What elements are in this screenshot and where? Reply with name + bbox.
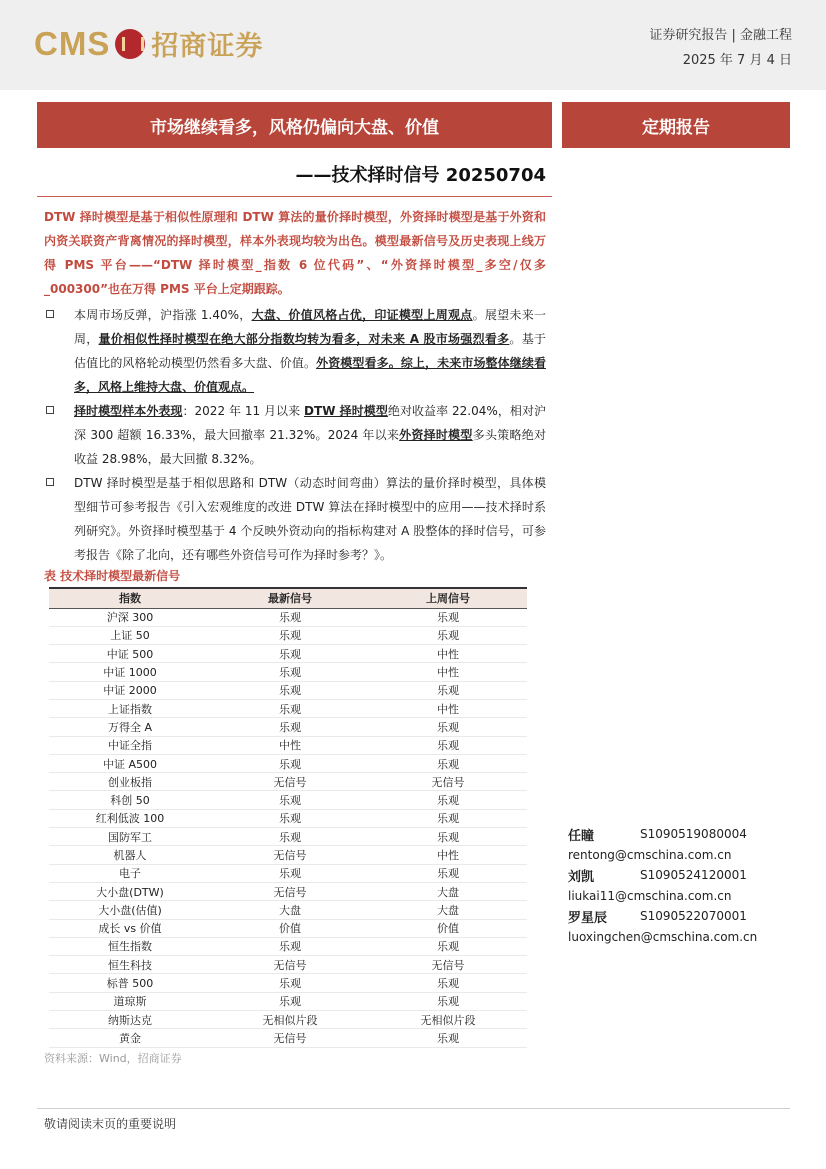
report-type-tag: 定期报告	[562, 102, 790, 148]
index-cell: 黄金	[49, 1029, 211, 1047]
latest-cell: 乐观	[211, 791, 369, 809]
prev-cell: 乐观	[369, 937, 527, 955]
bullet-highlight: 外资择时模型	[399, 428, 473, 442]
index-cell: 国防军工	[49, 828, 211, 846]
bullet-market-view	[44, 303, 546, 399]
bullet-text: 。展望未来一周，	[74, 308, 546, 346]
table-row	[49, 919, 527, 937]
table-row	[49, 864, 527, 882]
bullet-highlight: 大盘、价值风格占优，印证模型上周观点	[251, 308, 473, 322]
latest-cell: 乐观	[211, 992, 369, 1010]
prev-cell: 乐观	[369, 864, 527, 882]
latest-cell: 无相似片段	[211, 1011, 369, 1029]
report-subtitle: ——技术择时信号 20250704	[295, 165, 546, 186]
table-row	[49, 773, 527, 791]
index-cell: 红利低波 100	[49, 809, 211, 827]
title-divider	[37, 196, 552, 197]
index-cell: 万得全 A	[49, 718, 211, 736]
index-cell: 上证 50	[49, 626, 211, 644]
index-cell: 科创 50	[49, 791, 211, 809]
bullet-square-icon	[46, 478, 54, 486]
report-category: 证券研究报告 | 金融工程	[649, 28, 792, 43]
table-row	[49, 846, 527, 864]
table-row	[49, 882, 527, 900]
key-points-list	[44, 303, 546, 567]
latest-cell: 中性	[211, 736, 369, 754]
analyst-license: S1090522070001	[640, 909, 747, 924]
bullet-text: 绝对收益率 22.04%，相对沪深 300 超额 16.33%，最大回撤率 21.32%。2024 年以来	[74, 404, 546, 442]
prev-cell: 无相似片段	[369, 1011, 527, 1029]
report-date: 2025 年 7 月 4 日	[682, 53, 792, 68]
table-row	[49, 608, 527, 626]
prev-cell: 乐观	[369, 736, 527, 754]
index-cell: 创业板指	[49, 773, 211, 791]
table-source: 资料来源：Wind，招商证券	[44, 1052, 182, 1065]
analyst-panel	[568, 824, 788, 947]
analyst-name: 任瞳	[568, 828, 595, 844]
index-cell: 沪深 300	[49, 608, 211, 626]
latest-cell: 乐观	[211, 626, 369, 644]
logo-cn-text: 招商证券	[151, 31, 264, 62]
analyst-license: S1090524120001	[640, 868, 747, 883]
bullet-highlight: 外资模型看多。综上，未来市场整体继续看多，风格上维持大盘、价值观点。	[74, 356, 546, 394]
table-row	[49, 699, 527, 717]
index-cell: 成长 vs 价值	[49, 919, 211, 937]
table-row	[49, 956, 527, 974]
prev-cell: 无信号	[369, 773, 527, 791]
table-row	[49, 626, 527, 644]
prev-cell: 无信号	[369, 956, 527, 974]
analyst-name: 罗星辰	[568, 910, 608, 926]
index-cell: 中证 A500	[49, 754, 211, 772]
table-row	[49, 681, 527, 699]
index-cell: 中证 500	[49, 645, 211, 663]
table-row	[49, 828, 527, 846]
bullet-square-icon	[46, 406, 54, 414]
analyst-email[interactable]: rentong@cmschina.com.cn	[568, 847, 732, 862]
index-cell: 机器人	[49, 846, 211, 864]
analyst-license: S1090519080004	[640, 827, 747, 842]
report-title: 市场继续看多，风格仍偏向大盘、价值	[37, 102, 552, 148]
table-row	[49, 663, 527, 681]
index-cell: 中证全指	[49, 736, 211, 754]
index-cell: 上证指数	[49, 699, 211, 717]
table-row	[49, 754, 527, 772]
index-cell: 中证 1000	[49, 663, 211, 681]
latest-cell: 乐观	[211, 645, 369, 663]
latest-cell: 乐观	[211, 828, 369, 846]
prev-cell: 乐观	[369, 791, 527, 809]
index-cell: 电子	[49, 864, 211, 882]
latest-cell: 无信号	[211, 882, 369, 900]
header-index: 指数	[49, 588, 211, 608]
prev-cell: 大盘	[369, 901, 527, 919]
prev-cell: 乐观	[369, 718, 527, 736]
table-row	[49, 1029, 527, 1047]
prev-cell: 价值	[369, 919, 527, 937]
index-cell: 标普 500	[49, 974, 211, 992]
analyst-name: 刘凯	[568, 869, 595, 885]
bullet-performance	[44, 399, 546, 471]
latest-cell: 无信号	[211, 1029, 369, 1047]
footer-note: 敬请阅读末页的重要说明	[44, 1117, 177, 1131]
prev-cell: 乐观	[369, 626, 527, 644]
prev-cell: 中性	[369, 699, 527, 717]
latest-cell: 乐观	[211, 681, 369, 699]
analyst-email[interactable]: liukai11@cmschina.com.cn	[568, 888, 732, 903]
logo-text: CMS	[34, 24, 111, 62]
analyst-email[interactable]: luoxingchen@cmschina.com.cn	[568, 929, 758, 944]
bullet-highlight: 量价相似性择时模型在绝大部分指数均转为看多，对未来 A 股市场强烈看多	[98, 332, 510, 346]
table-row	[49, 992, 527, 1010]
logo-emblem-icon	[115, 29, 145, 59]
latest-cell: 乐观	[211, 663, 369, 681]
table-header-row	[49, 588, 527, 608]
latest-cell: 乐观	[211, 699, 369, 717]
prev-cell: 乐观	[369, 992, 527, 1010]
prev-cell: 乐观	[369, 974, 527, 992]
prev-cell: 乐观	[369, 809, 527, 827]
latest-cell: 乐观	[211, 974, 369, 992]
prev-cell: 乐观	[369, 1029, 527, 1047]
index-cell: 纳斯达克	[49, 1011, 211, 1029]
bullet-text: DTW 择时模型是基于相似思路和 DTW（动态时间弯曲）算法的量价择时模型，具体模型细节可参考报告《引入宏观维度的改进 DTW 算法在择时模型中的应用——技术择时系列研究》。外资择时模型基于 4 个反映外资动向的指标构建对 A 股整体的择时信号，可参考报告《除了北向，还有哪些外资信号可作为择时参考？》。	[74, 476, 546, 562]
latest-cell: 无信号	[211, 773, 369, 791]
latest-cell: 大盘	[211, 901, 369, 919]
table-row	[49, 974, 527, 992]
latest-cell: 价值	[211, 919, 369, 937]
bullet-text: 多头策略绝对收益 28.98%，最大回撤 8.32%。	[74, 428, 546, 466]
table-row	[49, 937, 527, 955]
latest-cell: 乐观	[211, 718, 369, 736]
latest-cell: 乐观	[211, 864, 369, 882]
footer-divider	[37, 1108, 790, 1109]
bullet-square-icon	[46, 310, 54, 318]
analyst-row	[568, 865, 788, 886]
table-row	[49, 791, 527, 809]
prev-cell: 乐观	[369, 828, 527, 846]
latest-cell: 无信号	[211, 846, 369, 864]
latest-cell: 乐观	[211, 809, 369, 827]
latest-cell: 乐观	[211, 754, 369, 772]
prev-cell: 乐观	[369, 754, 527, 772]
bullet-highlight: 择时模型样本外表现	[74, 404, 183, 418]
bullet-text: 。基于估值比的风格轮动模型仍然看多大盘、价值。	[74, 332, 546, 370]
table-row	[49, 1011, 527, 1029]
bullet-method	[44, 471, 546, 567]
prev-cell: 大盘	[369, 882, 527, 900]
prev-cell: 中性	[369, 645, 527, 663]
signal-table	[49, 587, 527, 1048]
index-cell: 大小盘(DTW)	[49, 882, 211, 900]
bullet-text: 本周市场反弹，沪指涨 1.40%，	[74, 308, 252, 322]
latest-cell: 乐观	[211, 608, 369, 626]
summary-paragraph: DTW 择时模型是基于相似性原理和 DTW 算法的量价择时模型，外资择时模型是基于外资和内资关联资产背离情况的择时模型，样本外表现均较为出色。模型最新信号及历史表现上线万得 PMS 平台——“DTW 择时模型_指数 6 位代码”、“外资择时模型_多空/仅多_000300”也在万得 PMS 平台上定期跟踪。	[44, 210, 546, 296]
table-row	[49, 809, 527, 827]
latest-cell: 无信号	[211, 956, 369, 974]
header-latest-signal: 最新信号	[211, 588, 369, 608]
index-cell: 大小盘(估值)	[49, 901, 211, 919]
latest-cell: 乐观	[211, 937, 369, 955]
prev-cell: 乐观	[369, 681, 527, 699]
table-title: 表 技术择时模型最新信号	[44, 569, 181, 583]
index-cell: 恒生指数	[49, 937, 211, 955]
table-row	[49, 718, 527, 736]
index-cell: 恒生科技	[49, 956, 211, 974]
bullet-text: ：2022 年 11 月以来	[182, 404, 305, 418]
prev-cell: 中性	[369, 663, 527, 681]
analyst-row	[568, 906, 788, 927]
header-last-week-signal: 上周信号	[369, 588, 527, 608]
table-row	[49, 736, 527, 754]
cms-logo	[34, 24, 263, 63]
index-cell: 中证 2000	[49, 681, 211, 699]
index-cell: 道琼斯	[49, 992, 211, 1010]
prev-cell: 乐观	[369, 608, 527, 626]
table-row	[49, 645, 527, 663]
prev-cell: 中性	[369, 846, 527, 864]
analyst-row	[568, 824, 788, 845]
bullet-highlight: DTW 择时模型	[304, 404, 388, 418]
table-row	[49, 901, 527, 919]
